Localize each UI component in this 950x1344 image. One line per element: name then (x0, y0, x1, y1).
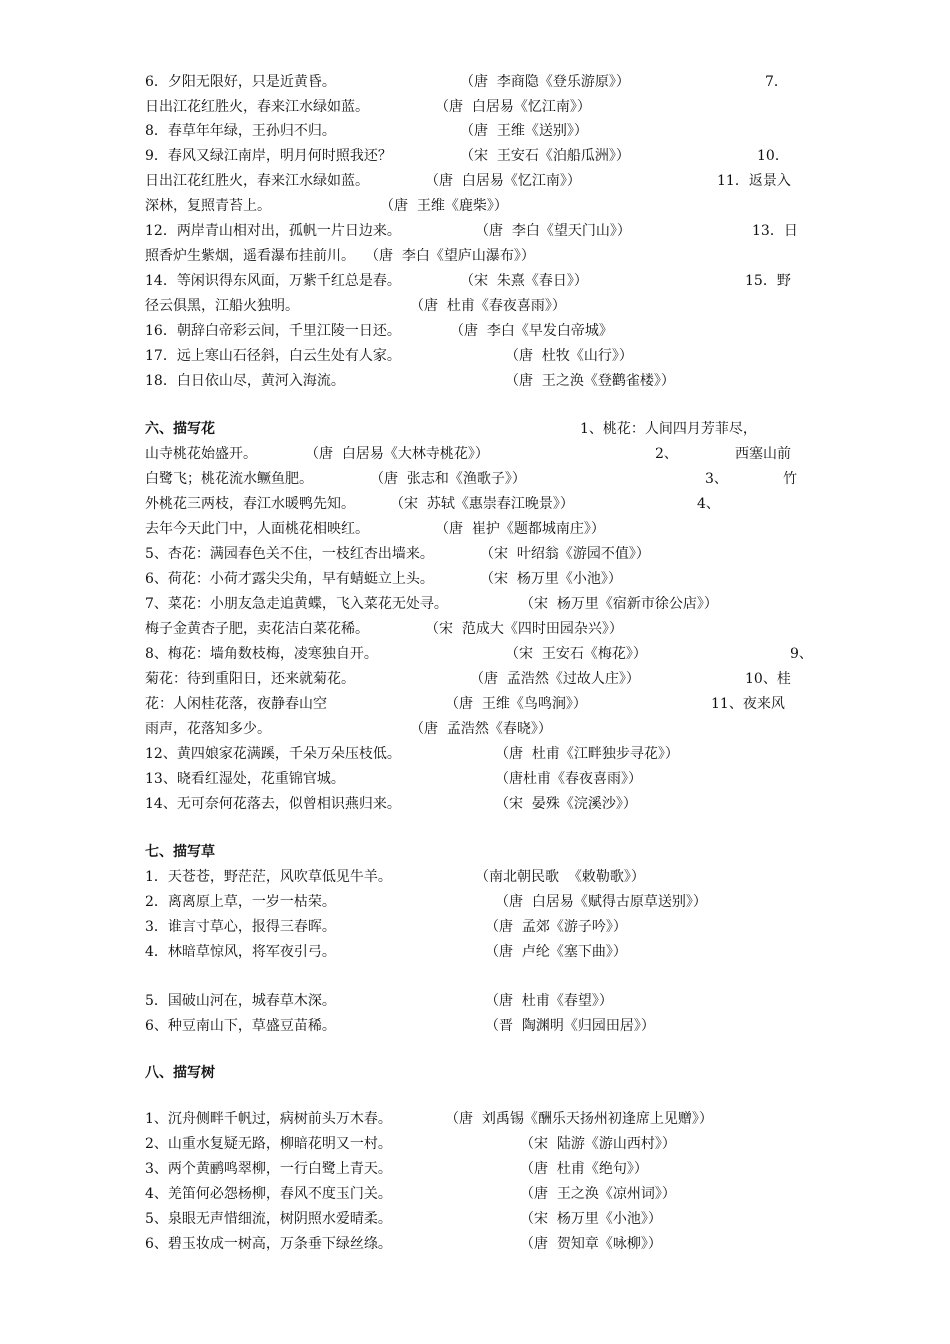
poem-segment: （唐 白居易《忆江南》） (435, 99, 591, 115)
poem-segment: （宋 王安石《梅花》） (505, 646, 647, 662)
poem-text: 径云俱黑，江船火独明。 (145, 298, 299, 314)
poem-text: 外桃花三两枝，春江水暖鸭先知。 (145, 496, 355, 512)
poem-segment: （唐 张志和《渔歌子》） (370, 471, 526, 487)
poem-segment: 竹 (783, 471, 797, 487)
poem-segment: （唐 孟浩然《过故人庄》） (470, 671, 640, 687)
poem-text: 14、无可奈何花落去，似曾相识燕归来。 (145, 796, 401, 812)
poem-segment: （宋 叶绍翁《游园不值》） (480, 546, 650, 562)
poem-text: 13、晓看红湿处，花重锦官城。 (145, 771, 345, 787)
poem-text: 4、羌笛何必怨杨柳，春风不度玉门关。 (145, 1186, 392, 1202)
poem-segment: （唐 王之涣《登鹳雀楼》） (505, 373, 675, 389)
poem-segment: （唐 白居易《赋得古原草送别》） (495, 894, 707, 910)
section-heading: 七、描写草 (145, 844, 215, 860)
poem-text: 5、杏花：满园春色关不住，一枝红杏出墙来。 (145, 546, 434, 562)
poem-segment: （唐 白居易《忆江南》） (425, 173, 581, 189)
poem-text: 6、碧玉妆成一树高，万条垂下绿丝绦。 (145, 1236, 392, 1252)
poem-text: 1、沉舟侧畔千帆过，病树前头万木春。 (145, 1111, 392, 1127)
poem-text: 12、黄四娘家花满蹊，千朵万朵压枝低。 (145, 746, 401, 762)
poem-text: 花：人闲桂花落，夜静春山空 (145, 696, 327, 712)
poem-segment: （宋 陆游《游山西村》） (520, 1136, 676, 1152)
poem-text: 日出江花红胜火，春来江水绿如蓝。 (145, 99, 369, 115)
poem-text: 5．国破山河在，城春草木深。 (145, 993, 336, 1009)
poem-text: 梅子金黄杏子肥，卖花洁白菜花稀。 (145, 621, 369, 637)
poem-segment: （宋 晏殊《浣溪沙》） (495, 796, 637, 812)
poem-text: 5、泉眼无声惜细流，树阴照水爱晴柔。 (145, 1211, 392, 1227)
poem-segment: 1、桃花：人间四月芳菲尽， (580, 421, 757, 437)
poem-text: 日出江花红胜火，春来江水绿如蓝。 (145, 173, 369, 189)
poem-segment: （唐杜甫《春夜喜雨》） (495, 771, 642, 787)
poem-segment: 11．返景入 (717, 173, 791, 189)
poem-text: 4．林暗草惊风，将军夜引弓。 (145, 944, 336, 960)
poem-segment: （宋 杨万里《小池》） (480, 571, 622, 587)
poem-segment: （宋 杨万里《小池》） (520, 1211, 662, 1227)
poem-text: 3．谁言寸草心，报得三春晖。 (145, 919, 336, 935)
poem-segment: 11、夜来风 (711, 696, 785, 712)
poem-segment: （宋 苏轼《惠崇春江晚景》） (390, 496, 574, 512)
poem-segment: （唐 李白《望天门山》） (475, 223, 631, 239)
poem-segment: （唐 杜甫《江畔独步寻花》） (495, 746, 679, 762)
poem-text: 9．春风又绿江南岸，明月何时照我还？ (145, 148, 392, 164)
poem-segment: （唐 孟浩然《春晓》） (410, 721, 552, 737)
poem-segment: 2、 (655, 446, 678, 462)
section-heading: 八、描写树 (145, 1065, 215, 1081)
poem-text: 雨声，花落知多少。 (145, 721, 271, 737)
poem-segment: （宋 范成大《四时田园杂兴》） (425, 621, 623, 637)
poem-segment: （晋 陶渊明《归园田居》） (485, 1018, 655, 1034)
poem-segment: （唐 崔护《题都城南庄》） (435, 521, 605, 537)
poem-segment: （南北朝民歌 《敕勒歌》） (475, 869, 645, 885)
poem-segment: （唐 王维《鹿柴》） (380, 198, 508, 214)
poem-segment: （唐 李白《望庐山瀑布》） (365, 248, 535, 264)
poem-text: 照香炉生紫烟，遥看瀑布挂前川。 (145, 248, 355, 264)
poem-segment: （唐 白居易《大林寺桃花》） (305, 446, 489, 462)
poem-segment: （唐 杜甫《绝句》） (520, 1161, 648, 1177)
poem-segment: （唐 贺知章《咏柳》） (520, 1236, 662, 1252)
poem-text: 6、荷花：小荷才露尖尖角，早有蜻蜓立上头。 (145, 571, 434, 587)
poem-segment: （唐 王维《送别》） (460, 123, 588, 139)
poem-segment: （唐 李商隐《登乐游原》） (460, 74, 630, 90)
poem-text: 2、山重水复疑无路，柳暗花明又一村。 (145, 1136, 392, 1152)
poem-text: 白鹭飞；桃花流水鳜鱼肥。 (145, 471, 313, 487)
poem-segment: （宋 杨万里《宿新市徐公店》） (520, 596, 718, 612)
poem-text: 14．等闲识得东风面，万紫千红总是春。 (145, 273, 401, 289)
poem-text: 12．两岸青山相对出，孤帆一片日边来。 (145, 223, 401, 239)
poem-text: 18．白日依山尽，黄河入海流。 (145, 373, 345, 389)
poem-segment: （唐 刘禹锡《酬乐天扬州初逢席上见赠》） (445, 1111, 713, 1127)
poem-segment: 13．日 (752, 223, 798, 239)
poem-segment: （唐 王之涣《凉州词》） (520, 1186, 676, 1202)
poem-text: 3、两个黄鹂鸣翠柳，一行白鹭上青天。 (145, 1161, 392, 1177)
poem-text: 6．夕阳无限好，只是近黄昏。 (145, 74, 336, 90)
poem-segment: （唐 杜甫《春夜喜雨》） (410, 298, 566, 314)
poem-text: 16．朝辞白帝彩云间，千里江陵一日还。 (145, 323, 401, 339)
poem-segment: （唐 孟郊《游子吟》） (485, 919, 627, 935)
poem-segment: 10． (757, 148, 789, 164)
poem-text: 7、菜花：小朋友急走追黄蝶，飞入菜花无处寻。 (145, 596, 448, 612)
poem-segment: （宋 王安石《泊船瓜洲》） (460, 148, 630, 164)
poem-segment: 10、桂 (745, 671, 791, 687)
poem-segment: 4、 (697, 496, 720, 512)
poem-text: 深林，复照青苔上。 (145, 198, 271, 214)
poem-text: 6、种豆南山下，草盛豆苗稀。 (145, 1018, 336, 1034)
poem-segment: （唐 李白《早发白帝城》 (450, 323, 613, 339)
poem-segment: （唐 王维《鸟鸣涧》） (445, 696, 587, 712)
poem-segment: （唐 杜牧《山行》） (505, 348, 633, 364)
poem-segment: （唐 杜甫《春望》） (485, 993, 613, 1009)
poem-text: 8、梅花：墙角数枝梅，凌寒独自开。 (145, 646, 378, 662)
poem-text: 8．春草年年绿，王孙归不归。 (145, 123, 336, 139)
poem-text: 2．离离原上草，一岁一枯荣。 (145, 894, 336, 910)
poem-text: 去年今天此门中，人面桃花相映红。 (145, 521, 369, 537)
poem-text: 山寺桃花始盛开。 (145, 446, 257, 462)
poem-segment: 7． (765, 74, 788, 90)
poem-text: 17．远上寒山石径斜，白云生处有人家。 (145, 348, 401, 364)
section-heading: 六、描写花 (145, 421, 215, 437)
poem-segment: 西塞山前 (735, 446, 791, 462)
poem-segment: 9、 (790, 646, 813, 662)
poem-segment: （宋 朱熹《春日》） (460, 273, 588, 289)
poem-text: 菊花：待到重阳日，还来就菊花。 (145, 671, 355, 687)
poem-text: 1．天苍苍，野茫茫，风吹草低见牛羊。 (145, 869, 392, 885)
poem-segment: （唐 卢纶《塞下曲》） (485, 944, 627, 960)
poem-segment: 3、 (705, 471, 728, 487)
poem-segment: 15．野 (745, 273, 791, 289)
